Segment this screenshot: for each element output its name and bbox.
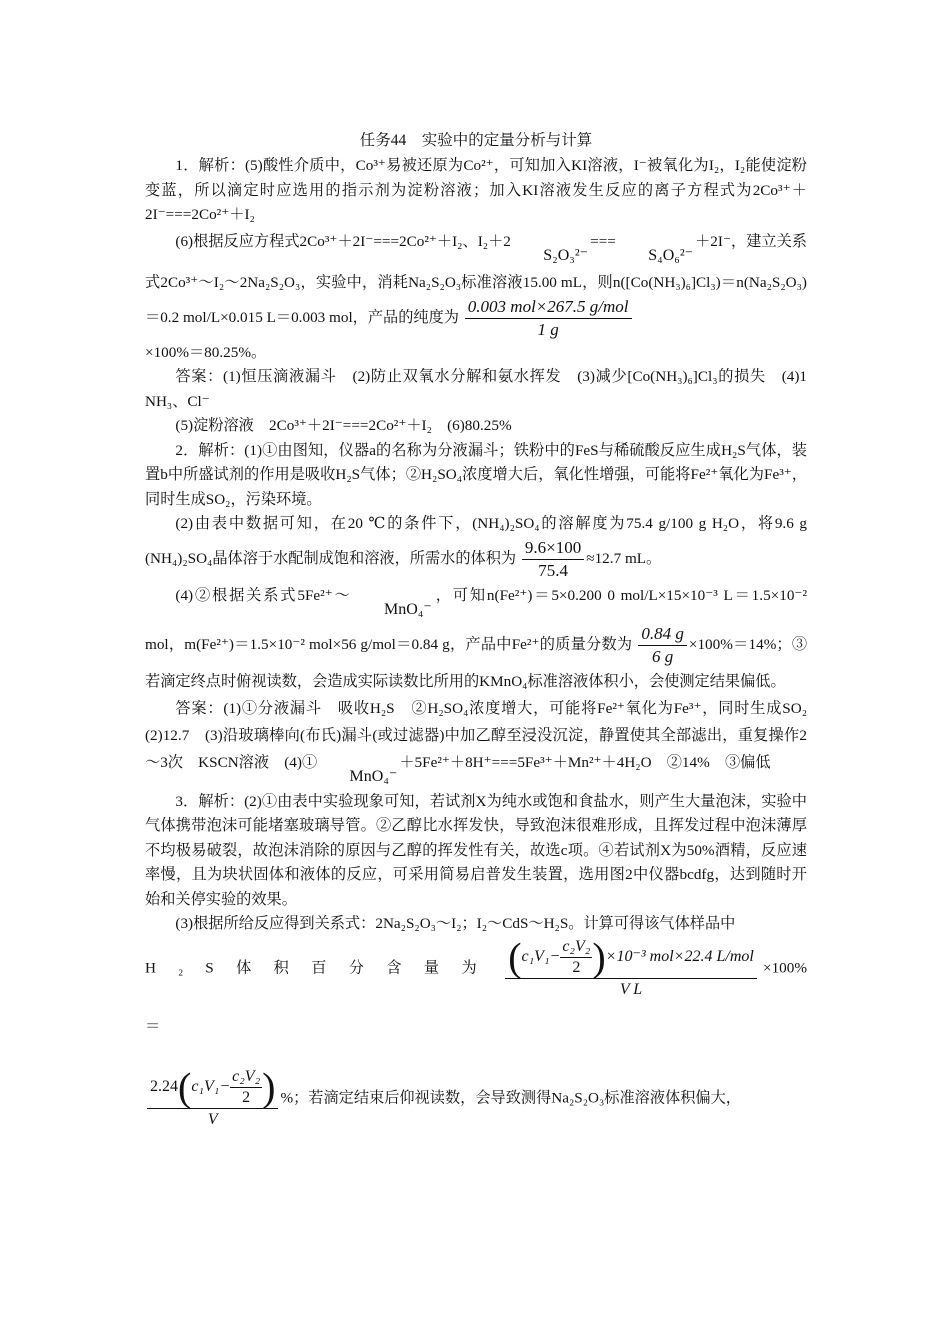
q3-f1-inner-num: c₂V₂	[560, 937, 592, 958]
paren-left: (	[508, 934, 522, 979]
q1-text-a: (6)根据反应方程式2Co³⁺＋2I⁻===2Co²⁺＋I₂、I₂＋2	[175, 232, 511, 250]
q2-frac2-num: 0.84 g	[638, 623, 687, 646]
q1-result: ×100%＝80.25%。	[145, 343, 267, 361]
q3-frac1-den: V L	[619, 980, 643, 998]
q2-text-c: (4)②根据关系式5Fe²⁺～	[175, 586, 352, 604]
q2-fraction-1	[522, 537, 584, 582]
q1-analysis-2	[145, 228, 807, 341]
q1-frac-den: 1 g	[537, 319, 559, 339]
q1-frac-num: 0.003 mol×267.5 g/mol	[465, 296, 632, 319]
q3-f2-inner-den: 2	[242, 1088, 251, 1106]
q2-answer	[145, 695, 823, 790]
q3-f2-coef: 2.24	[150, 1077, 178, 1095]
q1-text-b: ===	[590, 232, 616, 250]
q2-text-d: ，可知n(Fe²⁺)＝5×0.200 0 mol/L×15×10⁻³ L＝1.5×10⁻² mol，m(Fe²⁺)＝1.5×10⁻² mol×56 g/mol＝0.84 g，产品中Fe²⁺的质量分数为	[145, 586, 807, 653]
document-page	[145, 128, 823, 1131]
ion-mno4-answer: MnO₄⁻	[349, 767, 398, 785]
q2-analysis-3	[145, 582, 807, 695]
ion-mno4: MnO₄⁻	[384, 600, 432, 618]
q2-text-b: ≈12.7 mL。	[586, 549, 662, 567]
q2-frac-den: 75.4	[538, 560, 568, 580]
q3-frac2-den: V	[207, 1110, 218, 1128]
q3-text-end: %；若滴定结束后仰视读数，会导致测得Na₂S₂O₃标准溶液体积偏大，	[280, 1088, 741, 1106]
q2-frac2-den: 6 g	[652, 646, 674, 666]
q1-answer-1: 答案：(1)恒压滴液漏斗 (2)防止双氧水分解和氨水挥发 (3)减少[Co(NH₃)₆]Cl₃的损失 (4)1 NH₃、Cl⁻	[145, 368, 823, 410]
ion-s4o6: S₄O₆²⁻	[648, 246, 694, 264]
q3-fraction-1	[505, 934, 757, 1001]
q2-answer-b: ＋5Fe²⁺＋8H⁺===5Fe³⁺＋Mn²⁺＋4H₂O ②14% ③偏低	[399, 753, 771, 771]
q3-formula-row-1	[145, 934, 823, 1053]
q3-f1-left: c₁V₁−	[521, 947, 561, 965]
q3-f1-tail: ×10⁻³ mol×22.4 L/mol	[605, 947, 754, 965]
paren-left-2: (	[178, 1064, 192, 1109]
q2-analysis-1: 2．解析：(1)①由图知，仪器a的名称为分液漏斗；铁粉中的FeS与稀硫酸反应生成H₂S气体，装置b中所盛试剂的作用是吸收H₂S气体；②H₂SO₄浓度增大后，氧化性增强，可能将Fe²⁺氧化为Fe³⁺，同时生成SO₂，污染环境。	[145, 441, 807, 508]
q3-f2-left: c₁V₁−	[191, 1077, 231, 1095]
q2-answer-a: 答案：(1)①分液漏斗 吸收H₂S ②H₂SO₄浓度增大，可能将Fe²⁺氧化为Fe³⁺，同时生成SO₂ (2)12.7 (3)沿玻璃棒向(布氏)漏斗(或过滤器)中加乙醇至浸没沉淀，静置使其全部滤出，重复操作2～3次 KSCN溶液 (4)①	[145, 699, 823, 771]
q1-text-c: ＋2I⁻，建立关系式2Co³⁺～I₂～2Na₂S₂O₃，实验中，消耗Na₂S₂O₃标准溶液15.00 mL，则n([Co(NH₃)₆]Cl₃)＝n(Na₂S₂O₃)＝0.2 mol/L×0.015 L＝0.003 mol，产品的纯度为	[145, 232, 807, 326]
q2-text-a: (2)由表中数据可知，在20 ℃的条件下，(NH₄)₂SO₄的溶解度为75.4 g/100 g H₂O，将9.6 g (NH₄)₂SO₄晶体溶于水配制成饱和溶液，所需水的体积为	[145, 515, 807, 567]
q3-f2-inner-frac	[230, 1067, 262, 1108]
q1-fraction	[465, 296, 632, 341]
paren-right: )	[592, 934, 606, 979]
q3-f1-suffix: ×100% ＝	[145, 958, 823, 1035]
q3-formula-row-2	[145, 1064, 807, 1131]
q3-f2-inner-num: c₂V₂	[230, 1067, 262, 1088]
q2-fraction-2	[638, 623, 687, 668]
q3-analysis-2: (3)根据所给反应得到关系式：2Na₂S₂O₃～I₂；I₂～CdS～H₂S。计算可得该气体样品中	[175, 915, 736, 932]
q3-frac2-num	[147, 1064, 278, 1109]
q2-frac-num: 9.6×100	[522, 537, 584, 560]
q3-analysis-1: 3．解析：(2)①由表中实验现象可知，若试剂X为纯水或饱和食盐水，则产生大量泡沫，实验中气体携带泡沫可能堵塞玻璃导管。②乙醇比水挥发快，导致泡沫很难形成，且挥发过程中泡沫薄厚不均极易破裂，故泡沫消除的原因与乙醇的挥发性有关，故选c项。④若试剂X为50%酒精，反应速率慢，且为块状固体和液体的反应，可采用简易启普发生装置，选用图2中仪器bcdfg，达到随时开始和关停实验的效果。	[145, 792, 807, 908]
q3-label: H₂S体积百分含量为	[145, 958, 500, 976]
q2-text-e: ×100%＝14%；③若滴定终点时俯视读数，会造成实际读数比所用的KMnO₄标准溶液体积小，会使测定结果偏低。	[145, 635, 808, 690]
q3-f1-inner-den: 2	[572, 958, 581, 976]
q3-frac1-num	[505, 934, 757, 979]
q1-answer-2: (5)淀粉溶液 2Co³⁺＋2I⁻===2Co²⁺＋I₂ (6)80.25%	[175, 417, 512, 434]
q1-analysis-1: 1．解析：(5)酸性介质中，Co³⁺易被还原为Co²⁺，可知加入KI溶液，I⁻被氧化为I₂，I₂能使淀粉变蓝，所以滴定时应选用的指示剂为淀粉溶液；加入KI溶液发生反应的离子方程式为2Co³⁺＋2I⁻===2Co²⁺＋I₂	[145, 157, 807, 223]
q3-f1-inner-frac	[560, 937, 592, 978]
page-title: 任务44 实验中的定量分析与计算	[359, 132, 593, 149]
ion-s2o3: S₂O₃²⁻	[543, 246, 589, 264]
paren-right-2: )	[262, 1064, 276, 1109]
q3-fraction-2	[147, 1064, 278, 1131]
q2-analysis-2	[145, 512, 807, 582]
